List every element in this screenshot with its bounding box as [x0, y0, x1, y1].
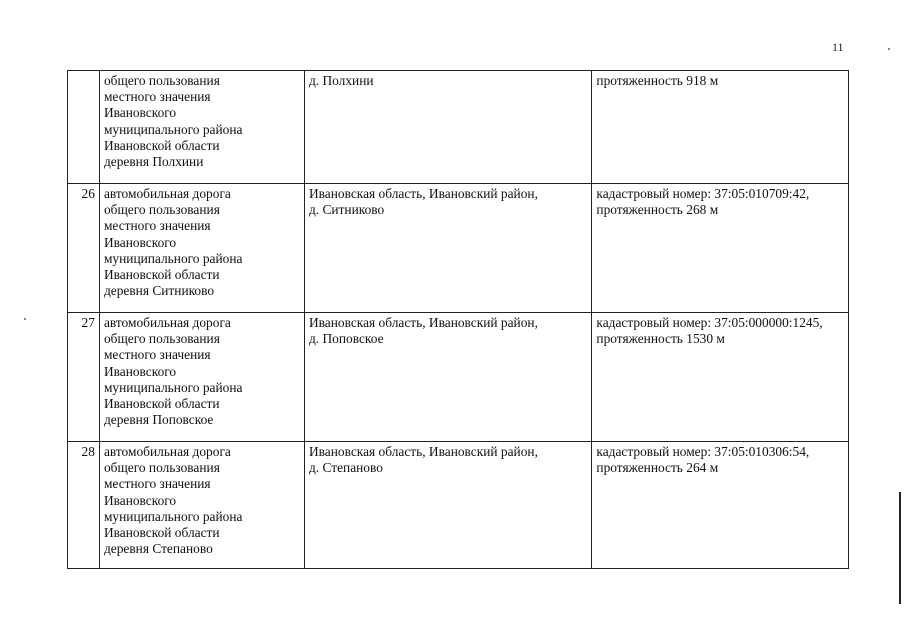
road-name-cell	[99, 184, 304, 313]
road-name-line: общего пользования	[103, 73, 220, 88]
roads-table	[67, 70, 849, 569]
characteristics-line: кадастровый номер: 37:05:010306:54,	[596, 444, 810, 459]
address-cell	[304, 71, 591, 184]
road-name-line: автомобильная дорога	[103, 186, 231, 201]
road-name-line: Ивановской области	[103, 267, 220, 283]
road-name-line: местного значения	[103, 347, 211, 363]
characteristics-line: кадастровый номер: 37:05:000000:1245,	[596, 315, 823, 330]
characteristics-cell	[592, 442, 849, 569]
road-name-cell	[99, 313, 304, 442]
row-number	[68, 71, 100, 184]
table-row	[68, 184, 849, 313]
characteristics-line: протяженность 264 м	[596, 460, 719, 476]
address-line: Ивановская область, Ивановский район,	[308, 444, 538, 459]
address-line: Ивановская область, Ивановский район,	[308, 315, 538, 330]
row-number: 26	[68, 184, 100, 313]
road-name-line: деревня Ситниково	[103, 283, 215, 299]
table-row	[68, 71, 849, 184]
address-line: д. Степаново	[308, 460, 383, 476]
road-name-line: Ивановского	[103, 105, 177, 121]
table-row	[68, 442, 849, 569]
road-name-line: местного значения	[103, 89, 211, 105]
road-name-line: общего пользования	[103, 331, 220, 347]
row-number: 27	[68, 313, 100, 442]
characteristics-cell	[592, 71, 849, 184]
address-line: д. Полхини	[308, 73, 374, 88]
page-number: 11	[832, 40, 844, 54]
road-name-cell	[99, 71, 304, 184]
road-name-line: местного значения	[103, 476, 211, 492]
road-name-line: муниципального района	[103, 121, 243, 137]
road-name-line: Ивановского	[103, 492, 177, 508]
scan-speck	[24, 318, 26, 320]
road-name-line: общего пользования	[103, 460, 220, 476]
address-line: Ивановская область, Ивановский район,	[308, 186, 538, 201]
road-name-line: Ивановской области	[103, 137, 220, 153]
characteristics-cell	[592, 313, 849, 442]
address-cell	[304, 313, 591, 442]
characteristics-line: протяженность 918 м	[596, 73, 719, 88]
road-name-line: автомобильная дорога	[103, 315, 231, 330]
road-name-line: местного значения	[103, 218, 211, 234]
road-name-line: общего пользования	[103, 202, 220, 218]
characteristics-line: кадастровый номер: 37:05:010709:42,	[596, 186, 810, 201]
road-name-line: муниципального района	[103, 250, 243, 266]
scan-speck	[888, 48, 890, 50]
road-name-line: муниципального района	[103, 508, 243, 524]
road-name-line: Ивановской области	[103, 396, 220, 412]
road-name-line: Ивановского	[103, 363, 177, 379]
row-number: 28	[68, 442, 100, 569]
road-name-line: деревня Степаново	[103, 541, 213, 557]
characteristics-cell	[592, 184, 849, 313]
characteristics-line: протяженность 268 м	[596, 202, 719, 218]
road-name-line: деревня Полхини	[103, 154, 204, 170]
address-cell	[304, 184, 591, 313]
characteristics-line: протяженность 1530 м	[596, 331, 725, 347]
address-line: д. Ситниково	[308, 202, 385, 218]
table-row	[68, 313, 849, 442]
address-cell	[304, 442, 591, 569]
road-name-line: автомобильная дорога	[103, 444, 231, 459]
road-name-line: Ивановской области	[103, 525, 220, 541]
road-name-cell	[99, 442, 304, 569]
scan-edge-mark	[899, 492, 901, 604]
road-name-line: муниципального района	[103, 379, 243, 395]
address-line: д. Поповское	[308, 331, 384, 347]
road-name-line: Ивановского	[103, 234, 177, 250]
road-name-line: деревня Поповское	[103, 412, 214, 428]
